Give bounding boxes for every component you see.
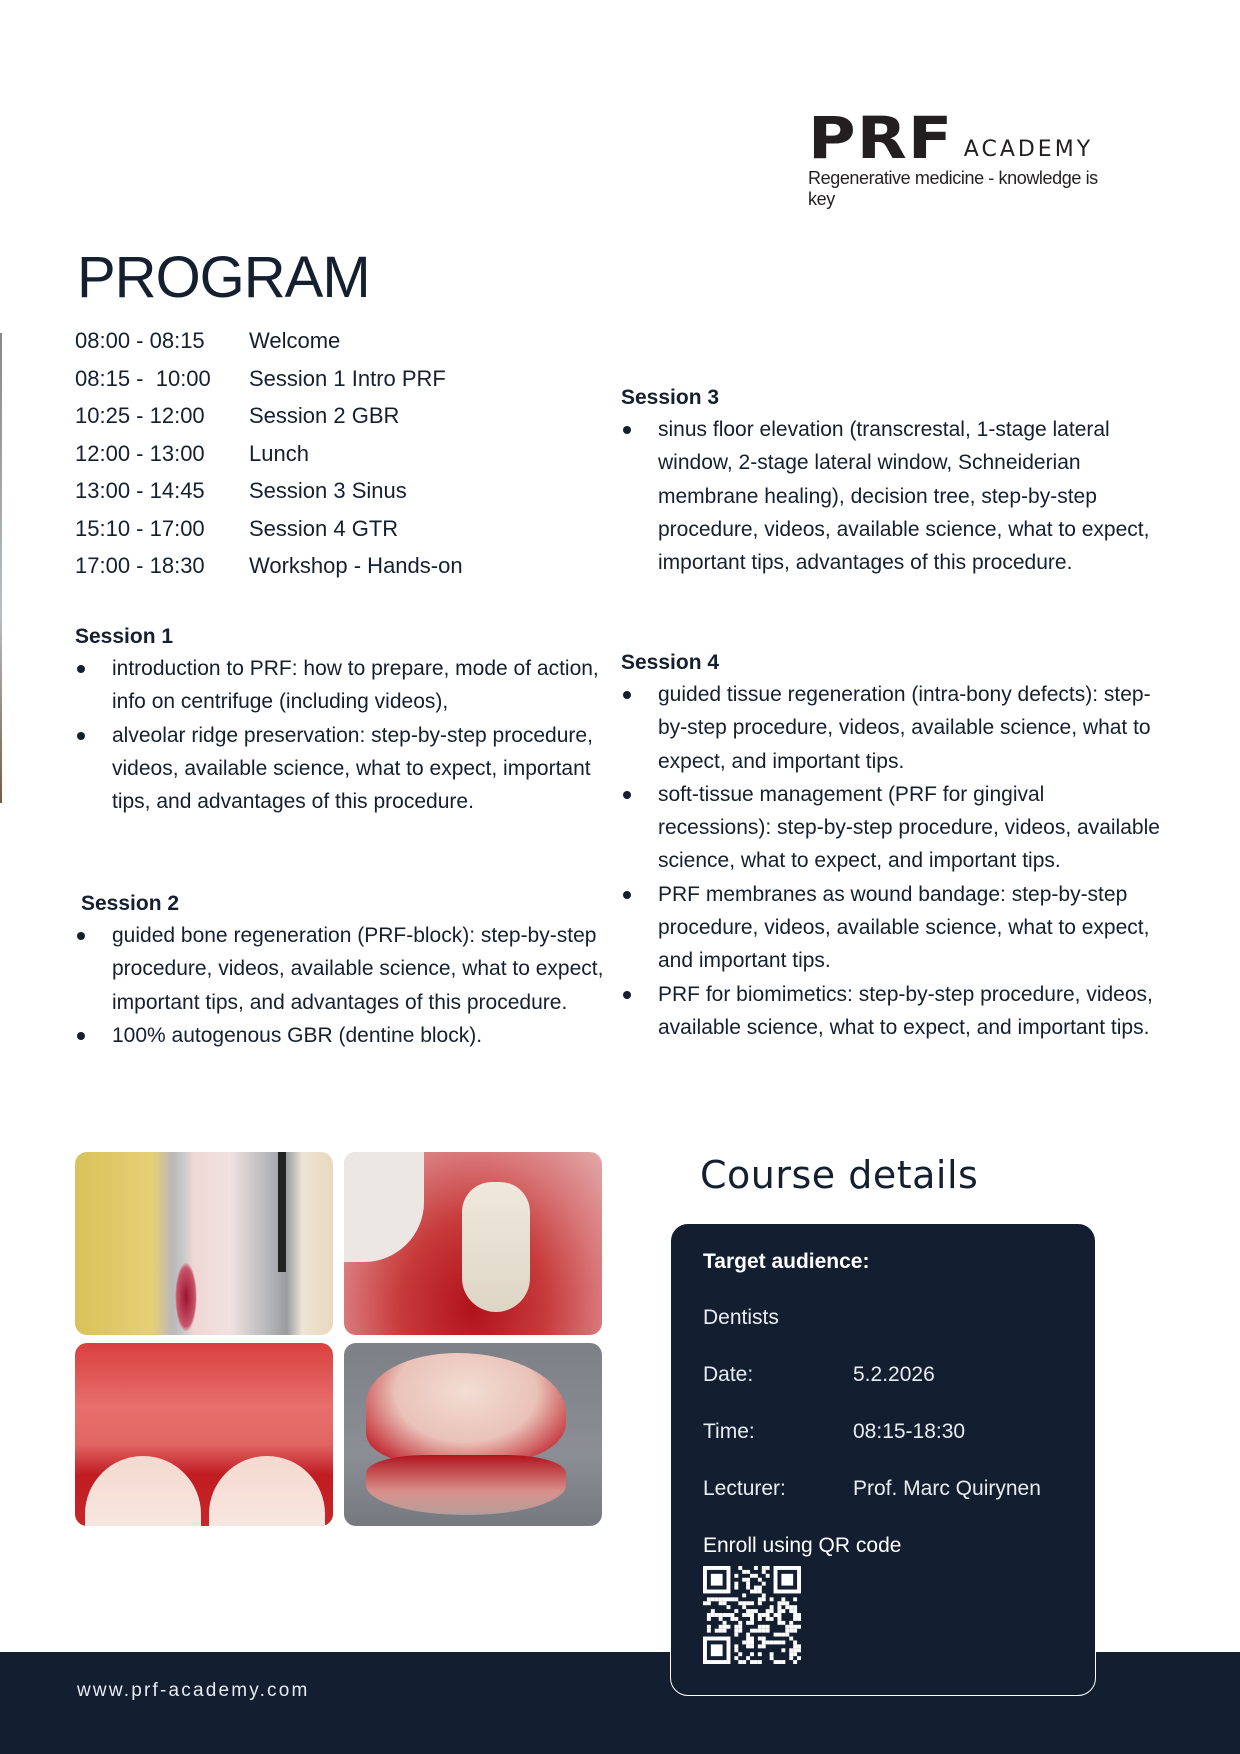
qr-module xyxy=(734,1656,738,1660)
session-2 xyxy=(75,889,605,1052)
schedule-time: 12:00 - 13:00 xyxy=(75,440,205,466)
session-bullet: introduction to PRF: how to prepare, mode of action, info on centrifuge (including videos), xyxy=(75,652,605,719)
time-row xyxy=(703,1420,1075,1444)
qr-module xyxy=(793,1617,797,1621)
qr-module xyxy=(746,1601,750,1605)
qr-module xyxy=(750,1660,754,1664)
qr-module xyxy=(785,1629,789,1633)
schedule-time: 08:00 - 08:15 xyxy=(75,328,205,353)
qr-module xyxy=(746,1578,750,1582)
qr-module xyxy=(742,1660,746,1664)
qr-module xyxy=(762,1593,766,1597)
qr-module xyxy=(750,1629,754,1633)
qr-module xyxy=(774,1660,778,1664)
qr-module xyxy=(781,1609,785,1613)
qr-module xyxy=(758,1597,762,1601)
qr-module xyxy=(734,1574,738,1578)
qr-module xyxy=(723,1597,727,1601)
qr-module xyxy=(734,1648,738,1652)
qr-module xyxy=(707,1597,711,1601)
qr-module xyxy=(723,1625,727,1629)
qr-module xyxy=(781,1633,785,1637)
qr-module xyxy=(754,1629,758,1633)
qr-module xyxy=(793,1648,797,1652)
qr-module xyxy=(742,1578,746,1582)
qr-module xyxy=(766,1613,770,1617)
program-title: PROGRAM xyxy=(77,245,370,310)
qr-module xyxy=(715,1597,719,1601)
qr-module xyxy=(750,1613,754,1617)
qr-module xyxy=(750,1652,754,1656)
date-row xyxy=(703,1363,1075,1387)
qr-module xyxy=(711,1613,715,1617)
schedule-label: Welcome xyxy=(249,328,341,353)
schedule-row xyxy=(75,516,463,554)
session-title: Session 3 xyxy=(621,386,720,409)
qr-module xyxy=(797,1648,801,1652)
qr-module xyxy=(711,1609,715,1613)
qr-module xyxy=(758,1578,762,1582)
qr-module xyxy=(727,1605,731,1609)
qr-module xyxy=(770,1640,774,1644)
schedule-label: Session 3 Sinus xyxy=(249,478,407,503)
qr-module xyxy=(734,1609,738,1613)
qr-module xyxy=(777,1633,781,1637)
photo-tooth-extraction xyxy=(344,1152,602,1335)
qr-module xyxy=(777,1609,781,1613)
qr-module xyxy=(738,1621,742,1625)
qr-module xyxy=(754,1590,758,1594)
session-bullet: 100% autogenous GBR (dentine block). xyxy=(75,1019,605,1052)
schedule-time: 10:25 - 12:00 xyxy=(75,403,205,428)
qr-module xyxy=(789,1652,793,1656)
logo-academy-text: ACADEMY xyxy=(963,137,1094,162)
session-bullet: guided tissue regeneration (intra-bony defects): step-by-step procedure, videos, available science, what to expect, and important tips. xyxy=(621,678,1161,778)
qr-module xyxy=(766,1566,770,1570)
session-4 xyxy=(621,648,1161,1044)
schedule-time: 08:15 - 10:00 xyxy=(75,365,211,391)
photo-prf-block xyxy=(344,1343,602,1526)
qr-module xyxy=(746,1644,750,1648)
logo-prf-text: PRF xyxy=(808,104,954,172)
qr-module xyxy=(793,1640,797,1644)
lecturer-row xyxy=(703,1477,1075,1501)
qr-module xyxy=(777,1605,781,1609)
session-3 xyxy=(621,383,1161,579)
website-link[interactable]: www.prf-academy.com xyxy=(77,1680,310,1701)
session-bullet: PRF for biomimetics: step-by-step procedure, videos, available science, what to expect, and important tips. xyxy=(621,978,1161,1045)
qr-module xyxy=(742,1570,746,1574)
page-edge-decoration xyxy=(0,333,2,803)
qr-module xyxy=(758,1601,762,1605)
session-title: Session 4 xyxy=(621,651,720,674)
qr-module xyxy=(785,1601,789,1605)
qr-module xyxy=(723,1621,727,1625)
qr-module xyxy=(762,1570,766,1574)
qr-module xyxy=(746,1613,750,1617)
qr-module xyxy=(723,1601,727,1605)
session-bullet: PRF membranes as wound bandage: step-by-step procedure, videos, available science, what to expect, and important tips. xyxy=(621,878,1161,978)
schedule-list xyxy=(75,328,463,591)
qr-module xyxy=(727,1597,731,1601)
qr-finder-center xyxy=(781,1574,793,1586)
qr-module xyxy=(793,1609,797,1613)
qr-module xyxy=(758,1590,762,1594)
qr-module xyxy=(730,1617,734,1621)
qr-module xyxy=(770,1652,774,1656)
qr-module xyxy=(762,1625,766,1629)
qr-module xyxy=(750,1644,754,1648)
session-bullets xyxy=(75,919,605,1052)
schedule-label: Session 4 GTR xyxy=(249,515,399,541)
qr-module xyxy=(754,1586,758,1590)
qr-module xyxy=(754,1566,758,1570)
qr-module xyxy=(766,1629,770,1633)
qr-module xyxy=(734,1586,738,1590)
qr-module xyxy=(758,1613,762,1617)
qr-module xyxy=(785,1633,789,1637)
qr-module xyxy=(762,1566,766,1570)
qr-module xyxy=(777,1601,781,1605)
qr-module xyxy=(746,1582,750,1586)
qr-module xyxy=(758,1660,762,1664)
schedule-row xyxy=(75,478,463,516)
schedule-row xyxy=(75,441,463,479)
qr-module xyxy=(734,1597,738,1601)
qr-module xyxy=(758,1617,762,1621)
qr-module xyxy=(789,1605,793,1609)
qr-module xyxy=(750,1609,754,1613)
schedule-row xyxy=(75,366,463,404)
qr-module xyxy=(738,1601,742,1605)
qr-module xyxy=(746,1609,750,1613)
qr-module xyxy=(762,1640,766,1644)
logo-tagline: Regenerative medicine - knowledge is key xyxy=(808,168,1098,209)
qr-module xyxy=(793,1644,797,1648)
qr-module xyxy=(750,1574,754,1578)
qr-module xyxy=(738,1660,742,1664)
qr-module xyxy=(742,1605,746,1609)
schedule-time: 17:00 - 18:30 xyxy=(75,553,205,578)
lecturer-label: Lecturer: xyxy=(703,1477,786,1500)
schedule-time: 15:10 - 17:00 xyxy=(75,515,205,541)
qr-module xyxy=(781,1648,785,1652)
schedule-row xyxy=(75,403,463,441)
qr-module xyxy=(789,1621,793,1625)
qr-module xyxy=(758,1625,762,1629)
session-bullets xyxy=(621,413,1161,579)
session-title: Session 2 xyxy=(81,892,180,915)
qr-module xyxy=(777,1617,781,1621)
qr-module xyxy=(793,1629,797,1633)
schedule-label: Session 1 Intro PRF xyxy=(249,365,446,391)
qr-module xyxy=(707,1601,711,1605)
qr-module xyxy=(758,1586,762,1590)
qr-module xyxy=(750,1617,754,1621)
qr-module xyxy=(746,1570,750,1574)
photo-gingival-suture xyxy=(75,1343,333,1526)
qr-module xyxy=(719,1625,723,1629)
qr-module xyxy=(758,1644,762,1648)
qr-module xyxy=(793,1613,797,1617)
qr-finder-center xyxy=(711,1574,723,1586)
qr-code-icon xyxy=(703,1566,801,1664)
qr-module xyxy=(762,1597,766,1601)
qr-module xyxy=(719,1597,723,1601)
qr-module xyxy=(715,1613,719,1617)
qr-module xyxy=(766,1617,770,1621)
session-title: Session 1 xyxy=(75,625,174,648)
logo-mark xyxy=(808,104,1118,172)
qr-module xyxy=(766,1574,770,1578)
qr-module xyxy=(789,1656,793,1660)
qr-module xyxy=(707,1625,711,1629)
qr-module xyxy=(770,1609,774,1613)
qr-module xyxy=(793,1605,797,1609)
qr-module xyxy=(734,1625,738,1629)
session-bullet: sinus floor elevation (transcrestal, 1-stage lateral window, 2-stage lateral window, Schneiderian membrane healing), decision tree, step-by-step procedure, videos, available science, what to expect, important tips, advantages of this procedure. xyxy=(621,413,1161,579)
qr-module xyxy=(793,1660,797,1664)
qr-module xyxy=(754,1609,758,1613)
qr-module xyxy=(793,1597,797,1601)
course-details-card xyxy=(670,1223,1096,1696)
time-label: Time: xyxy=(703,1420,755,1443)
course-details-heading: Course details xyxy=(700,1153,979,1197)
qr-module xyxy=(750,1601,754,1605)
date-value: 5.2.2026 xyxy=(853,1363,935,1386)
qr-module xyxy=(758,1629,762,1633)
qr-module xyxy=(734,1617,738,1621)
qr-module xyxy=(742,1640,746,1644)
qr-module xyxy=(719,1613,723,1617)
session-bullet: alveolar ridge preservation: step-by-step procedure, videos, available science, what to expect, important tips, and advantages of this procedure. xyxy=(75,719,605,819)
qr-module xyxy=(750,1640,754,1644)
qr-module xyxy=(727,1613,731,1617)
qr-module xyxy=(746,1637,750,1641)
qr-module xyxy=(793,1652,797,1656)
session-bullets xyxy=(621,678,1161,1044)
qr-module xyxy=(734,1644,738,1648)
qr-module xyxy=(797,1613,801,1617)
target-audience-value: Dentists xyxy=(703,1306,779,1329)
session-bullet: soft-tissue management (PRF for gingival recessions): step-by-step procedure, videos, available science, what to expect, and important tips. xyxy=(621,778,1161,878)
qr-module xyxy=(777,1621,781,1625)
photo-gallery xyxy=(75,1152,602,1526)
qr-module xyxy=(789,1629,793,1633)
qr-module xyxy=(734,1629,738,1633)
prf-academy-logo xyxy=(808,104,1118,210)
qr-module xyxy=(762,1629,766,1633)
qr-module xyxy=(738,1566,742,1570)
qr-module xyxy=(738,1629,742,1633)
qr-module xyxy=(797,1644,801,1648)
time-value: 08:15-18:30 xyxy=(853,1420,966,1443)
session-bullet: guided bone regeneration (PRF-block): step-by-step procedure, videos, available science, what to expect, important tips, and advantages of this procedure. xyxy=(75,919,605,1019)
qr-module xyxy=(754,1574,758,1578)
schedule-label: Lunch xyxy=(249,440,309,466)
qr-module xyxy=(707,1613,711,1617)
qr-module xyxy=(746,1621,750,1625)
qr-module xyxy=(766,1609,770,1613)
qr-module xyxy=(746,1656,750,1660)
target-audience-label: Target audience: xyxy=(703,1250,870,1273)
qr-module xyxy=(762,1637,766,1641)
qr-module xyxy=(734,1582,738,1586)
photo-prf-preparation xyxy=(75,1152,333,1335)
qr-module xyxy=(715,1629,719,1633)
qr-module xyxy=(719,1617,723,1621)
qr-module xyxy=(758,1652,762,1656)
qr-module xyxy=(781,1601,785,1605)
qr-module xyxy=(719,1629,723,1633)
qr-module xyxy=(797,1625,801,1629)
qr-module xyxy=(746,1586,750,1590)
qr-module xyxy=(789,1637,793,1641)
qr-module xyxy=(785,1625,789,1629)
schedule-row xyxy=(75,328,463,366)
qr-module xyxy=(781,1621,785,1625)
lecturer-value: Prof. Marc Quirynen xyxy=(853,1477,1041,1500)
qr-module xyxy=(723,1629,727,1633)
qr-module xyxy=(742,1601,746,1605)
qr-module xyxy=(707,1629,711,1633)
qr-module xyxy=(750,1637,754,1641)
qr-module xyxy=(766,1640,770,1644)
qr-module xyxy=(730,1613,734,1617)
schedule-label: Session 2 GBR xyxy=(249,403,400,428)
qr-module xyxy=(770,1617,774,1621)
qr-module xyxy=(781,1640,785,1644)
qr-module xyxy=(703,1601,707,1605)
qr-module xyxy=(746,1640,750,1644)
qr-module xyxy=(797,1656,801,1660)
qr-module xyxy=(789,1625,793,1629)
qr-module xyxy=(762,1582,766,1586)
qr-module xyxy=(738,1652,742,1656)
schedule-row xyxy=(75,553,463,591)
qr-finder-center xyxy=(711,1644,723,1656)
qr-module xyxy=(770,1605,774,1609)
qr-module xyxy=(781,1660,785,1664)
enroll-qr-code[interactable] xyxy=(703,1566,801,1664)
qr-module xyxy=(762,1644,766,1648)
qr-module xyxy=(723,1613,727,1617)
qr-module xyxy=(770,1656,774,1660)
qr-module xyxy=(789,1609,793,1613)
qr-module xyxy=(727,1625,731,1629)
qr-module xyxy=(777,1640,781,1644)
schedule-label: Workshop - Hands-on xyxy=(249,553,463,578)
qr-module xyxy=(734,1633,738,1637)
qr-module xyxy=(754,1660,758,1664)
qr-module xyxy=(774,1633,778,1637)
qr-module xyxy=(730,1597,734,1601)
qr-module xyxy=(785,1605,789,1609)
qr-module xyxy=(766,1625,770,1629)
qr-module xyxy=(742,1593,746,1597)
enroll-text: Enroll using QR code xyxy=(703,1534,902,1557)
qr-module xyxy=(746,1633,750,1637)
qr-module xyxy=(758,1637,762,1641)
qr-module xyxy=(770,1597,774,1601)
qr-module xyxy=(774,1640,778,1644)
qr-module xyxy=(797,1617,801,1621)
qr-module xyxy=(793,1625,797,1629)
session-1 xyxy=(75,622,605,818)
qr-module xyxy=(777,1660,781,1664)
qr-module xyxy=(762,1613,766,1617)
qr-module xyxy=(738,1625,742,1629)
qr-module xyxy=(781,1597,785,1601)
qr-module xyxy=(777,1613,781,1617)
qr-module xyxy=(789,1648,793,1652)
qr-module xyxy=(707,1617,711,1621)
qr-module xyxy=(719,1601,723,1605)
qr-module xyxy=(742,1613,746,1617)
date-label: Date: xyxy=(703,1363,754,1386)
qr-module xyxy=(711,1597,715,1601)
schedule-time: 13:00 - 14:45 xyxy=(75,478,205,503)
qr-module xyxy=(750,1590,754,1594)
qr-module xyxy=(750,1621,754,1625)
session-bullets xyxy=(75,652,605,818)
qr-module xyxy=(774,1613,778,1617)
